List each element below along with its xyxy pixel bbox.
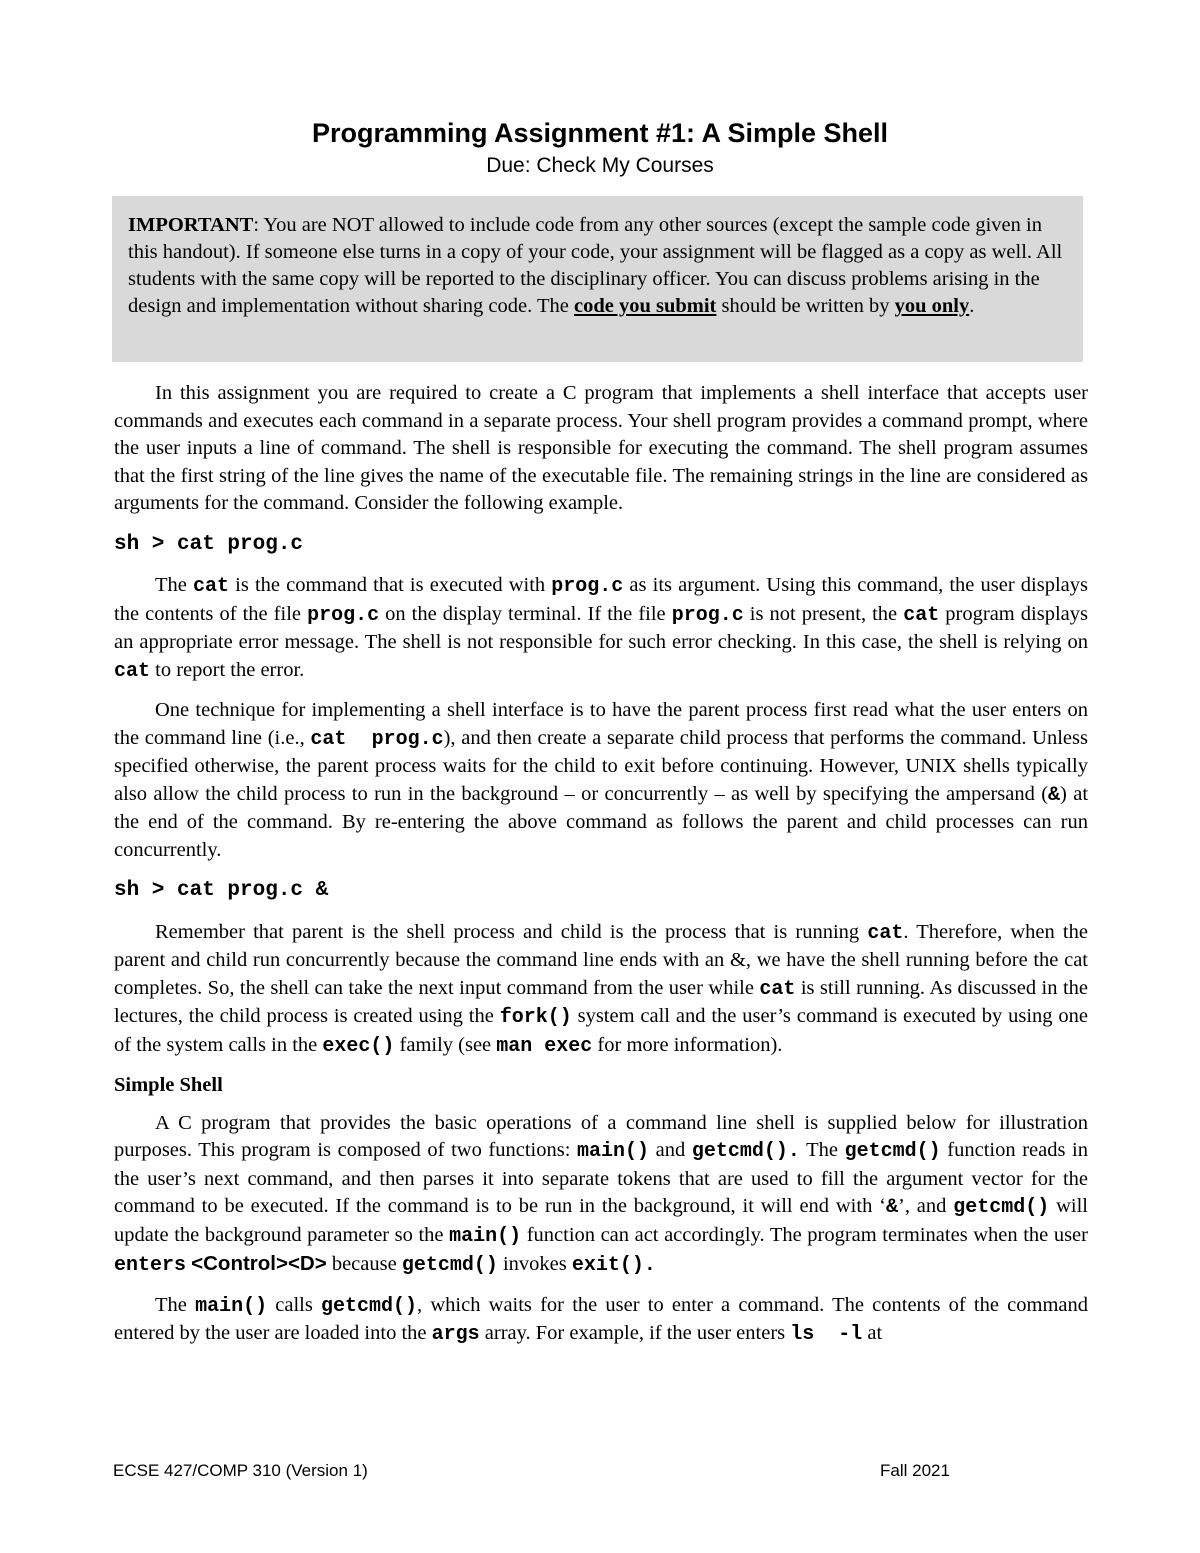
text: A C program that provides the basic operations of a command line shell is supplied below for illustration purposes. This program is composed of two functions: — [114, 1111, 1088, 1161]
inline-code: cat — [867, 921, 904, 945]
text: is the command that is executed with — [229, 574, 552, 596]
text: The — [155, 1293, 196, 1316]
inline-code: & — [1048, 783, 1061, 807]
inline-code: cat — [903, 603, 940, 627]
text: calls — [267, 1293, 322, 1316]
paragraph: In this assignment you are required to create a C program that implements a shell interface that accepts user commands and executes each command in a separate process. Your shell program provides a command prompt, where the user inputs a line of command. The shell is responsible for executing the command. The shell program assumes that the first string of the line gives the name of the executable file. The remaining strings in the line are considered as arguments for the command. Consider the following example. — [114, 382, 1088, 514]
inline-code: prog.c — [671, 603, 744, 627]
notice-text: . — [969, 295, 975, 317]
text: ’, and — [898, 1195, 954, 1217]
text: on the display terminal. If the file — [379, 602, 672, 625]
inline-code: cat — [114, 659, 151, 683]
text: . Therefore, when the parent and child run concurrently because the command line ends with an &, we have the shell running before the cat completes. So, the shell can take the next input command from the user while — [114, 920, 1088, 999]
paragraph — [114, 697, 1088, 864]
text: is still running. As discussed in the lectures, the child process is created using the — [114, 976, 1088, 1027]
inline-code: main() — [195, 1294, 268, 1318]
command-text: sh > cat prog.c & — [114, 879, 329, 902]
important-notice-box — [112, 196, 1083, 362]
paragraph — [114, 1110, 1088, 1280]
inline-code: ls -l — [790, 1323, 863, 1346]
notice-text: should be written by — [716, 295, 895, 317]
text: family (see — [394, 1033, 497, 1056]
inline-code: prog.c — [551, 575, 624, 598]
inline-code: getcmd() — [953, 1196, 1050, 1219]
inline-code: cat — [193, 575, 230, 598]
inline-code: & — [886, 1196, 899, 1219]
notice-code-you-submit: code you submit — [573, 295, 717, 317]
inline-code: fork() — [499, 1006, 572, 1029]
inline-code: getcmd() — [401, 1254, 498, 1277]
text: ) at the end of the command. By re-entering the above command as follows the parent and child processes can run concurrently. — [114, 782, 1089, 861]
text: invokes — [497, 1253, 572, 1275]
command-example — [114, 876, 1088, 905]
text: , which waits for the user to enter a command. The contents of the command entered by the user are loaded into the — [114, 1293, 1088, 1344]
inline-code: man exec — [496, 1034, 593, 1058]
inline-code: getcmd() — [844, 1140, 941, 1163]
footer-term: Fall 2021 — [880, 1461, 950, 1480]
command-text: sh > cat prog.c — [114, 532, 304, 556]
text: function reads in the user’s next command, and then parses it into separate tokens that are used to fill the argument vector for the command to be executed. If the command is to be run in the background, it will end with ‘ — [114, 1139, 1089, 1217]
inline-code: cat prog.c — [310, 727, 444, 751]
document-title: Programming Assignment #1: A Simple Shell — [311, 118, 889, 148]
text: function can act accordingly. The program terminates when the user — [521, 1223, 1088, 1246]
inline-code: cat — [759, 977, 796, 1001]
inline-code: main() — [577, 1140, 650, 1163]
notice-text: : You are NOT allowed to include code from any other sources (except the sample code given in this handout). If someone else turns in a copy of your code, your assignment will be flagged as a copy as well. All students with the same copy will be reported to the disciplinary officer. You can discuss problems arising in the design and implementation without sharing code. The — [128, 214, 1063, 317]
text: The — [155, 574, 193, 596]
text: One technique for implementing a shell interface is to have the parent process first read what the user enters on the command line (i.e., — [114, 699, 1088, 749]
text: program displays an appropriate error message. The shell is not responsible for such error checking. In this case, the shell is relying on — [114, 602, 1088, 653]
document-body — [114, 380, 1088, 1361]
inline-code: enters — [114, 1254, 187, 1277]
key-combo: <Control><D> — [191, 1252, 327, 1275]
text: will update the background parameter so the — [114, 1195, 1088, 1246]
inline-code: exec() — [322, 1034, 395, 1058]
text: as its argument. Using this command, the user displays the contents of the file — [114, 574, 1088, 625]
inline-code: prog.c — [307, 603, 380, 627]
text: for more information). — [592, 1033, 783, 1056]
text: system call and the user’s command is executed by using one of the system calls in the — [114, 1005, 1088, 1056]
text: because — [326, 1253, 402, 1275]
text: Remember that parent is the shell process and child is the process that is running — [155, 920, 868, 943]
paragraph — [114, 572, 1088, 685]
paragraph — [114, 919, 1088, 1061]
paragraph — [114, 1292, 1088, 1349]
notice-label: IMPORTANT — [128, 214, 254, 236]
notice-you-only: you only — [894, 295, 970, 317]
inline-code: getcmd(). — [691, 1140, 800, 1163]
footer-course: ECSE 427/COMP 310 (Version 1) — [113, 1461, 368, 1480]
inline-code: getcmd() — [321, 1294, 418, 1318]
text: array. For example, if the user enters — [479, 1322, 791, 1344]
text: to report the error. — [150, 658, 305, 681]
text: at — [862, 1322, 883, 1344]
text: ), and then create a separate child process that performs the command. Unless specified otherwise, the parent process waits for the child to exit before continuing. However, UNIX shells typically also allow the child process to run in the background – or concurrently – as well by specifying the ampersand ( — [114, 726, 1088, 805]
text: is not present, the — [743, 602, 904, 625]
text: The — [799, 1139, 845, 1161]
command-example — [114, 530, 1088, 559]
section-heading: Simple Shell — [114, 1074, 223, 1096]
due-date: Due: Check My Courses — [486, 154, 714, 177]
inline-code: exit(). — [571, 1254, 656, 1277]
inline-code: args — [431, 1323, 480, 1346]
text: and — [649, 1139, 692, 1161]
inline-code: main() — [449, 1224, 522, 1248]
